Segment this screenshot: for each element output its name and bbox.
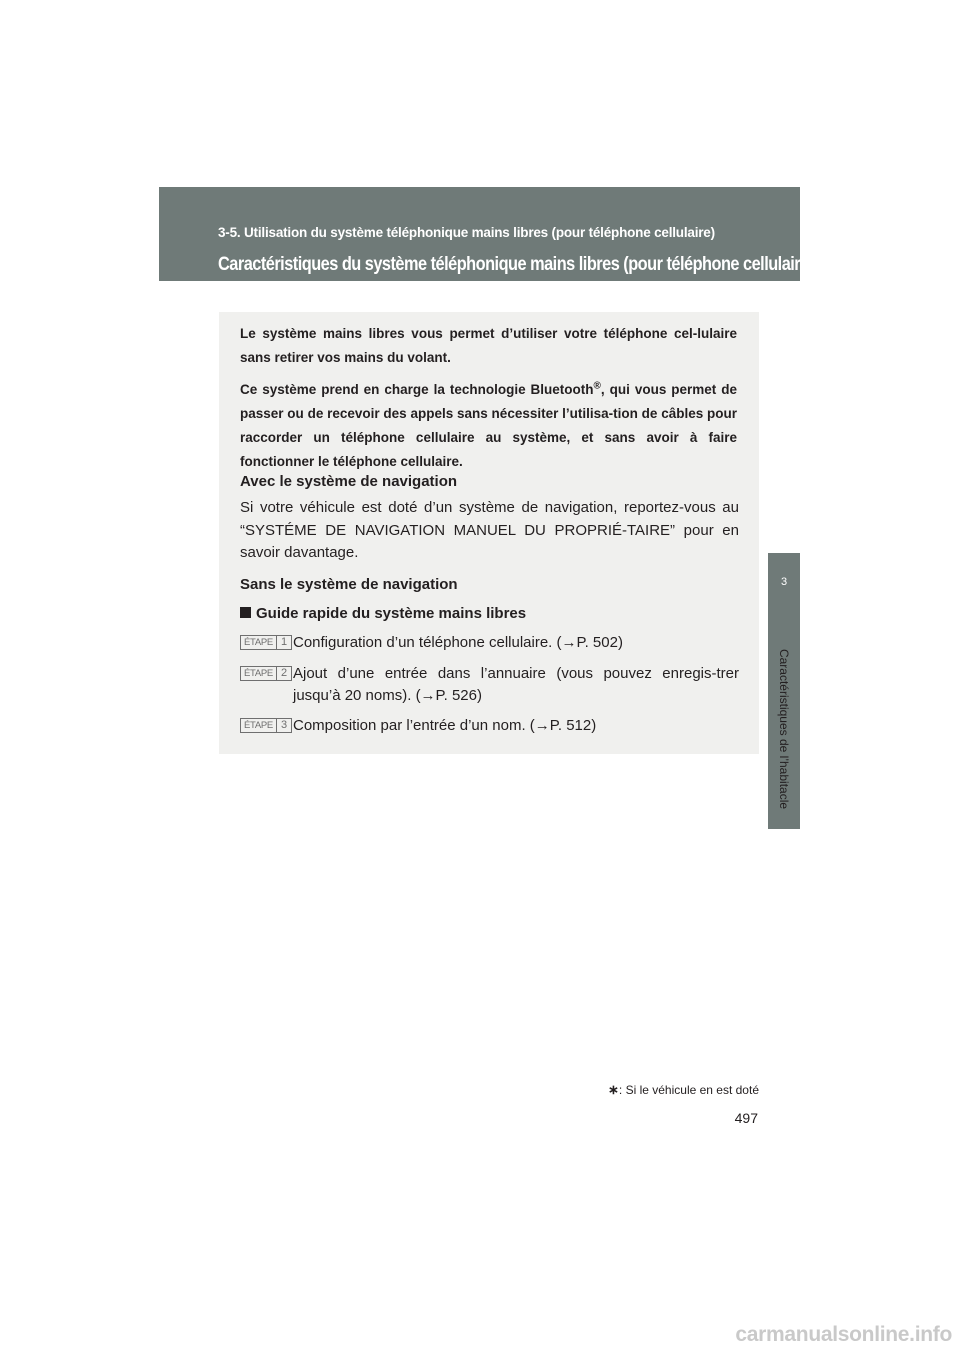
- section-label: 3-5. Utilisation du système téléphonique mains libres (pour téléphone cellulaire): [218, 225, 715, 240]
- footnote-asterisk-marker: ∗: [608, 1082, 619, 1097]
- intro-paragraph-2: [240, 378, 737, 474]
- step-badge-label: ÉTAPE: [241, 636, 277, 649]
- with-navigation-text: Si votre véhicule est doté d’un système de navigation, reportez-vous au “SYSTÉME DE NAVIGATION MANUEL DU PROPRIÉ-TAIRE” pour en savoir davantage.: [240, 499, 739, 561]
- quick-guide-subheading: [240, 605, 526, 622]
- chapter-label: Caractéristiques de l’habitacle: [777, 648, 791, 810]
- title-asterisk-marker: ∗: [814, 251, 825, 267]
- intro-block: [240, 322, 737, 482]
- step-text: Configuration d’un téléphone cellulaire. (→P. 502): [293, 634, 623, 651]
- step-badge: [240, 718, 292, 733]
- page-number: 497: [734, 1110, 758, 1126]
- footnote: [592, 1082, 759, 1098]
- step-text: Ajout d’une entrée dans l’annuaire (vous pouvez enregis-trer jusqu’à 20 noms). (→P. 526): [293, 665, 739, 704]
- chapter-number: 3: [780, 576, 788, 588]
- step-badge-number: 3: [280, 719, 288, 731]
- registered-mark: ®: [593, 380, 601, 392]
- page-title-text: Caractéristiques du système téléphonique mains libres (pour téléphone cellulaire): [218, 254, 814, 275]
- intro-paragraph-2-before: Ce système prend en charge la technologie Bluetooth: [240, 382, 594, 397]
- section-header: [159, 187, 825, 281]
- footnote-text: : Si le véhicule en est doté: [618, 1083, 759, 1097]
- step-badge: [240, 635, 292, 650]
- step-badge-number: 1: [280, 636, 288, 648]
- step-badge-label: ÉTAPE: [241, 719, 277, 732]
- quick-guide-subheading-text: Guide rapide du système mains libres: [256, 605, 527, 622]
- step-badge-label: ÉTAPE: [241, 667, 277, 680]
- intro-paragraph-1: Le système mains libres vous permet d’utiliser votre téléphone cel-lulaire sans retirer vos mains du volant.: [240, 326, 737, 365]
- with-navigation-heading: Avec le système de navigation: [240, 473, 458, 490]
- page-title: [218, 251, 824, 276]
- watermark: carmanualsonline.info: [735, 1323, 952, 1346]
- step-badge: [240, 666, 292, 681]
- square-bullet-icon: [240, 607, 251, 618]
- intro-paragraph-2-after: , qui vous permet de passer ou de recevoir des appels sans nécessiter l’utilisa-tion de câbles pour raccorder un téléphone cellulaire au système, et sans avoir à faire fonctionner le téléphone cellulaire.: [240, 382, 738, 469]
- without-navigation-heading: Sans le système de navigation: [240, 576, 458, 593]
- content-box: [219, 312, 759, 754]
- step-text: Composition par l’entrée d’un nom. (→P. 512): [293, 717, 597, 734]
- step-badge-number: 2: [280, 667, 288, 679]
